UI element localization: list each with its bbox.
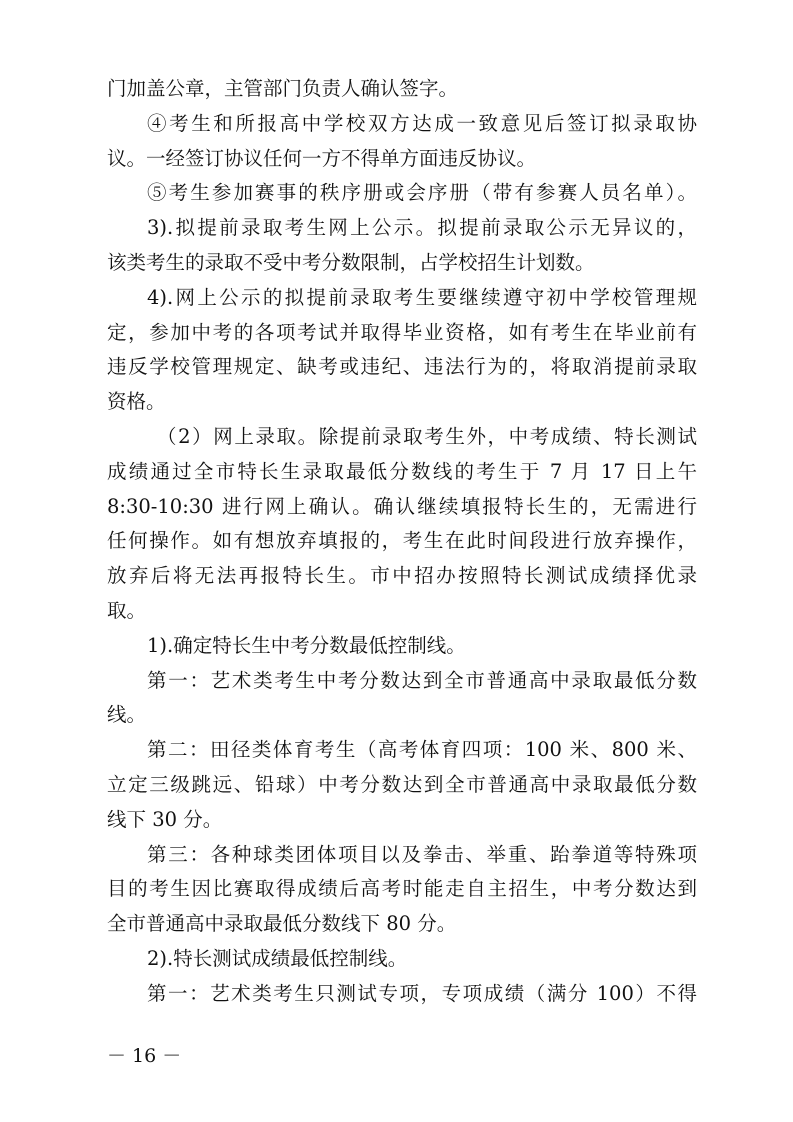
text-line-5: 3).拟提前录取考生网上公示。拟提前录取公示无异议的， [147,216,697,240]
text-line-17: 1).确定特长生中考分数最低控制线。 [147,633,466,657]
text-line-24: 目的考生因比赛取得成绩后高考时能走自主招生，中考分数达到 [107,877,697,901]
text-line-20: 第二：田径类体育考生（高考体育四项：100 米、800 米、 [147,738,697,762]
text-line-27: 第一：艺术类考生只测试专项，专项成绩（满分 100）不得 [147,981,697,1005]
text-line-25: 全市普通高中录取最低分数线下 80 分。 [107,912,457,936]
text-line-3: 议。一经签订协议任何一方不得单方面违反协议。 [107,146,537,170]
text-line-9: 违反学校管理规定、缺考或违纪、违法行为的，将取消提前录取 [107,355,697,379]
text-line-13: 8:30-10:30 进行网上确认。确认继续填报特长生的，无需进行 [107,494,697,518]
text-line-26: 2).特长测试成绩最低控制线。 [147,946,408,970]
text-line-10: 资格。 [107,390,166,414]
document-body [107,72,697,1012]
text-line-18: 第一：艺术类考生中考分数达到全市普通高中录取最低分数 [147,668,697,692]
text-line-2: ④考生和所报高中学校双方达成一致意见后签订拟录取协 [147,111,697,135]
text-line-16: 取。 [107,598,147,622]
text-line-15: 放弃后将无法再报特长生。市中招办按照特长测试成绩择优录 [107,564,697,588]
page-number: － 16 － [107,1045,182,1067]
text-line-8: 定，参加中考的各项考试并取得毕业资格，如有考生在毕业前有 [107,320,697,344]
text-line-1: 门加盖公章，主管部门负责人确认签字。 [107,77,459,100]
text-line-12: 成绩通过全市特长生录取最低分数线的考生于 7 月 17 日上午 [107,459,697,483]
text-line-7: 4).网上公示的拟提前录取考生要继续遵守初中学校管理规 [147,285,697,309]
text-line-14: 任何操作。如有想放弃填报的，考生在此时间段进行放弃操作， [107,529,697,553]
text-line-19: 线。 [107,703,147,727]
text-line-21: 立定三级跳远、铅球）中考分数达到全市普通高中录取最低分数 [107,772,697,796]
text-line-6: 该类考生的录取不受中考分数限制，占学校招生计划数。 [107,250,595,274]
text-line-23: 第三：各种球类团体项目以及拳击、举重、跆拳道等特殊项 [147,842,697,866]
text-line-4: ⑤考生参加赛事的秩序册或会序册（带有参赛人员名单）。 [147,181,697,205]
text-line-11: （2）网上录取。除提前录取考生外，中考成绩、特长测试 [157,424,697,448]
text-line-22: 线下 30 分。 [107,807,223,831]
